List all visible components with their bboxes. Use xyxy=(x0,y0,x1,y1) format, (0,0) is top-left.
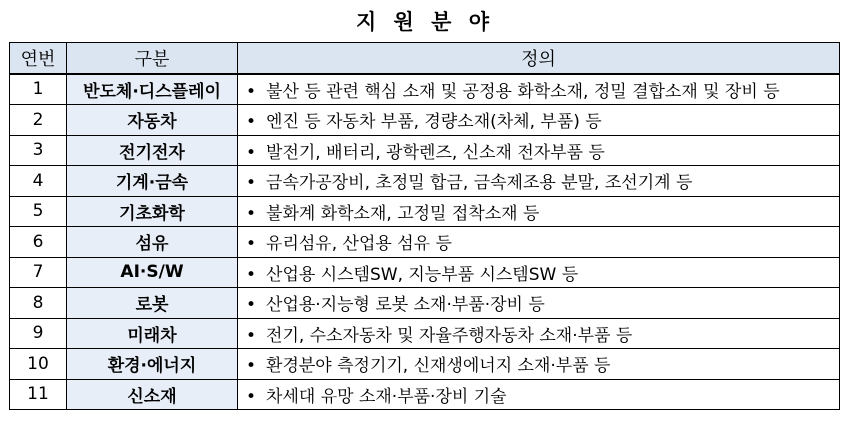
table-row xyxy=(10,105,840,136)
row-definition: 불산 등 관련 핵심 소재 및 공정용 화학소재, 정밀 결합소재 및 장비 등 xyxy=(266,81,780,102)
row-definition: 불화계 화학소재, 고정밀 접착소재 등 xyxy=(266,203,540,224)
row-number: 2 xyxy=(10,105,67,136)
row-number: 3 xyxy=(10,135,67,166)
row-number: 7 xyxy=(10,257,67,288)
bullet-icon: • xyxy=(246,325,257,346)
bullet-icon: • xyxy=(246,142,257,163)
row-definition: 환경분야 측정기기, 신재생에너지 소재·부품 등 xyxy=(266,356,611,377)
row-definition-cell xyxy=(238,74,840,105)
row-category: 섬유 xyxy=(67,227,238,258)
row-definition: 산업용 시스템SW, 지능부품 시스템SW 등 xyxy=(266,264,579,285)
table-row xyxy=(10,318,840,349)
table-body xyxy=(10,74,840,410)
header-row xyxy=(10,43,840,74)
row-category: AI·S/W xyxy=(67,257,238,288)
row-category: 로봇 xyxy=(67,288,238,319)
row-category: 자동차 xyxy=(67,105,238,136)
bullet-icon: • xyxy=(246,295,257,316)
row-definition-cell xyxy=(238,135,840,166)
row-definition-cell xyxy=(238,288,840,319)
row-definition: 금속가공장비, 초정밀 합금, 금속제조용 분말, 조선기계 등 xyxy=(266,173,693,194)
support-fields-table xyxy=(9,42,840,410)
row-definition-cell xyxy=(238,196,840,227)
row-number: 4 xyxy=(10,166,67,197)
bullet-icon: • xyxy=(246,173,257,194)
table-row xyxy=(10,288,840,319)
row-definition: 산업용·지능형 로봇 소재·부품·장비 등 xyxy=(266,295,545,316)
row-definition: 전기, 수소자동차 및 자율주행자동차 소재·부품 등 xyxy=(266,325,633,346)
table-row xyxy=(10,135,840,166)
row-number: 10 xyxy=(10,349,67,380)
row-definition: 발전기, 배터리, 광학렌즈, 신소재 전자부품 등 xyxy=(266,142,605,163)
row-definition-cell xyxy=(238,166,840,197)
table-row xyxy=(10,379,840,410)
row-definition-cell xyxy=(238,257,840,288)
table-row xyxy=(10,349,840,380)
page-title: 지 원 분 야 xyxy=(355,10,495,34)
row-category: 전기전자 xyxy=(67,135,238,166)
row-category: 반도체·디스플레이 xyxy=(67,74,238,105)
row-definition-cell xyxy=(238,105,840,136)
row-category: 미래차 xyxy=(67,318,238,349)
bullet-icon: • xyxy=(246,81,257,102)
bullet-icon: • xyxy=(246,356,257,377)
row-number: 1 xyxy=(10,74,67,105)
bullet-icon: • xyxy=(246,234,257,255)
table-header xyxy=(10,43,840,74)
bullet-icon: • xyxy=(246,386,257,407)
bullet-icon: • xyxy=(246,203,257,224)
table-row xyxy=(10,74,840,105)
row-category: 기초화학 xyxy=(67,196,238,227)
table-row xyxy=(10,196,840,227)
row-definition: 차세대 유망 소재·부품·장비 기술 xyxy=(266,386,507,407)
row-definition-cell xyxy=(238,379,840,410)
table-row xyxy=(10,227,840,258)
bullet-icon: • xyxy=(246,264,257,285)
row-number: 6 xyxy=(10,227,67,258)
row-definition-cell xyxy=(238,318,840,349)
row-definition-cell xyxy=(238,227,840,258)
row-number: 5 xyxy=(10,196,67,227)
row-definition: 유리섬유, 산업용 섬유 등 xyxy=(266,234,452,255)
row-category: 기계·금속 xyxy=(67,166,238,197)
header-category: 구분 xyxy=(67,43,238,74)
row-number: 9 xyxy=(10,318,67,349)
header-no: 연번 xyxy=(10,43,67,74)
row-number: 11 xyxy=(10,379,67,410)
table-row xyxy=(10,257,840,288)
header-definition: 정의 xyxy=(238,43,840,74)
row-definition-cell xyxy=(238,349,840,380)
bullet-icon: • xyxy=(246,112,257,133)
row-category: 환경·에너지 xyxy=(67,349,238,380)
table-row xyxy=(10,166,840,197)
row-number: 8 xyxy=(10,288,67,319)
row-definition: 엔진 등 자동차 부품, 경량소재(차체, 부품) 등 xyxy=(266,112,602,133)
row-category: 신소재 xyxy=(67,379,238,410)
